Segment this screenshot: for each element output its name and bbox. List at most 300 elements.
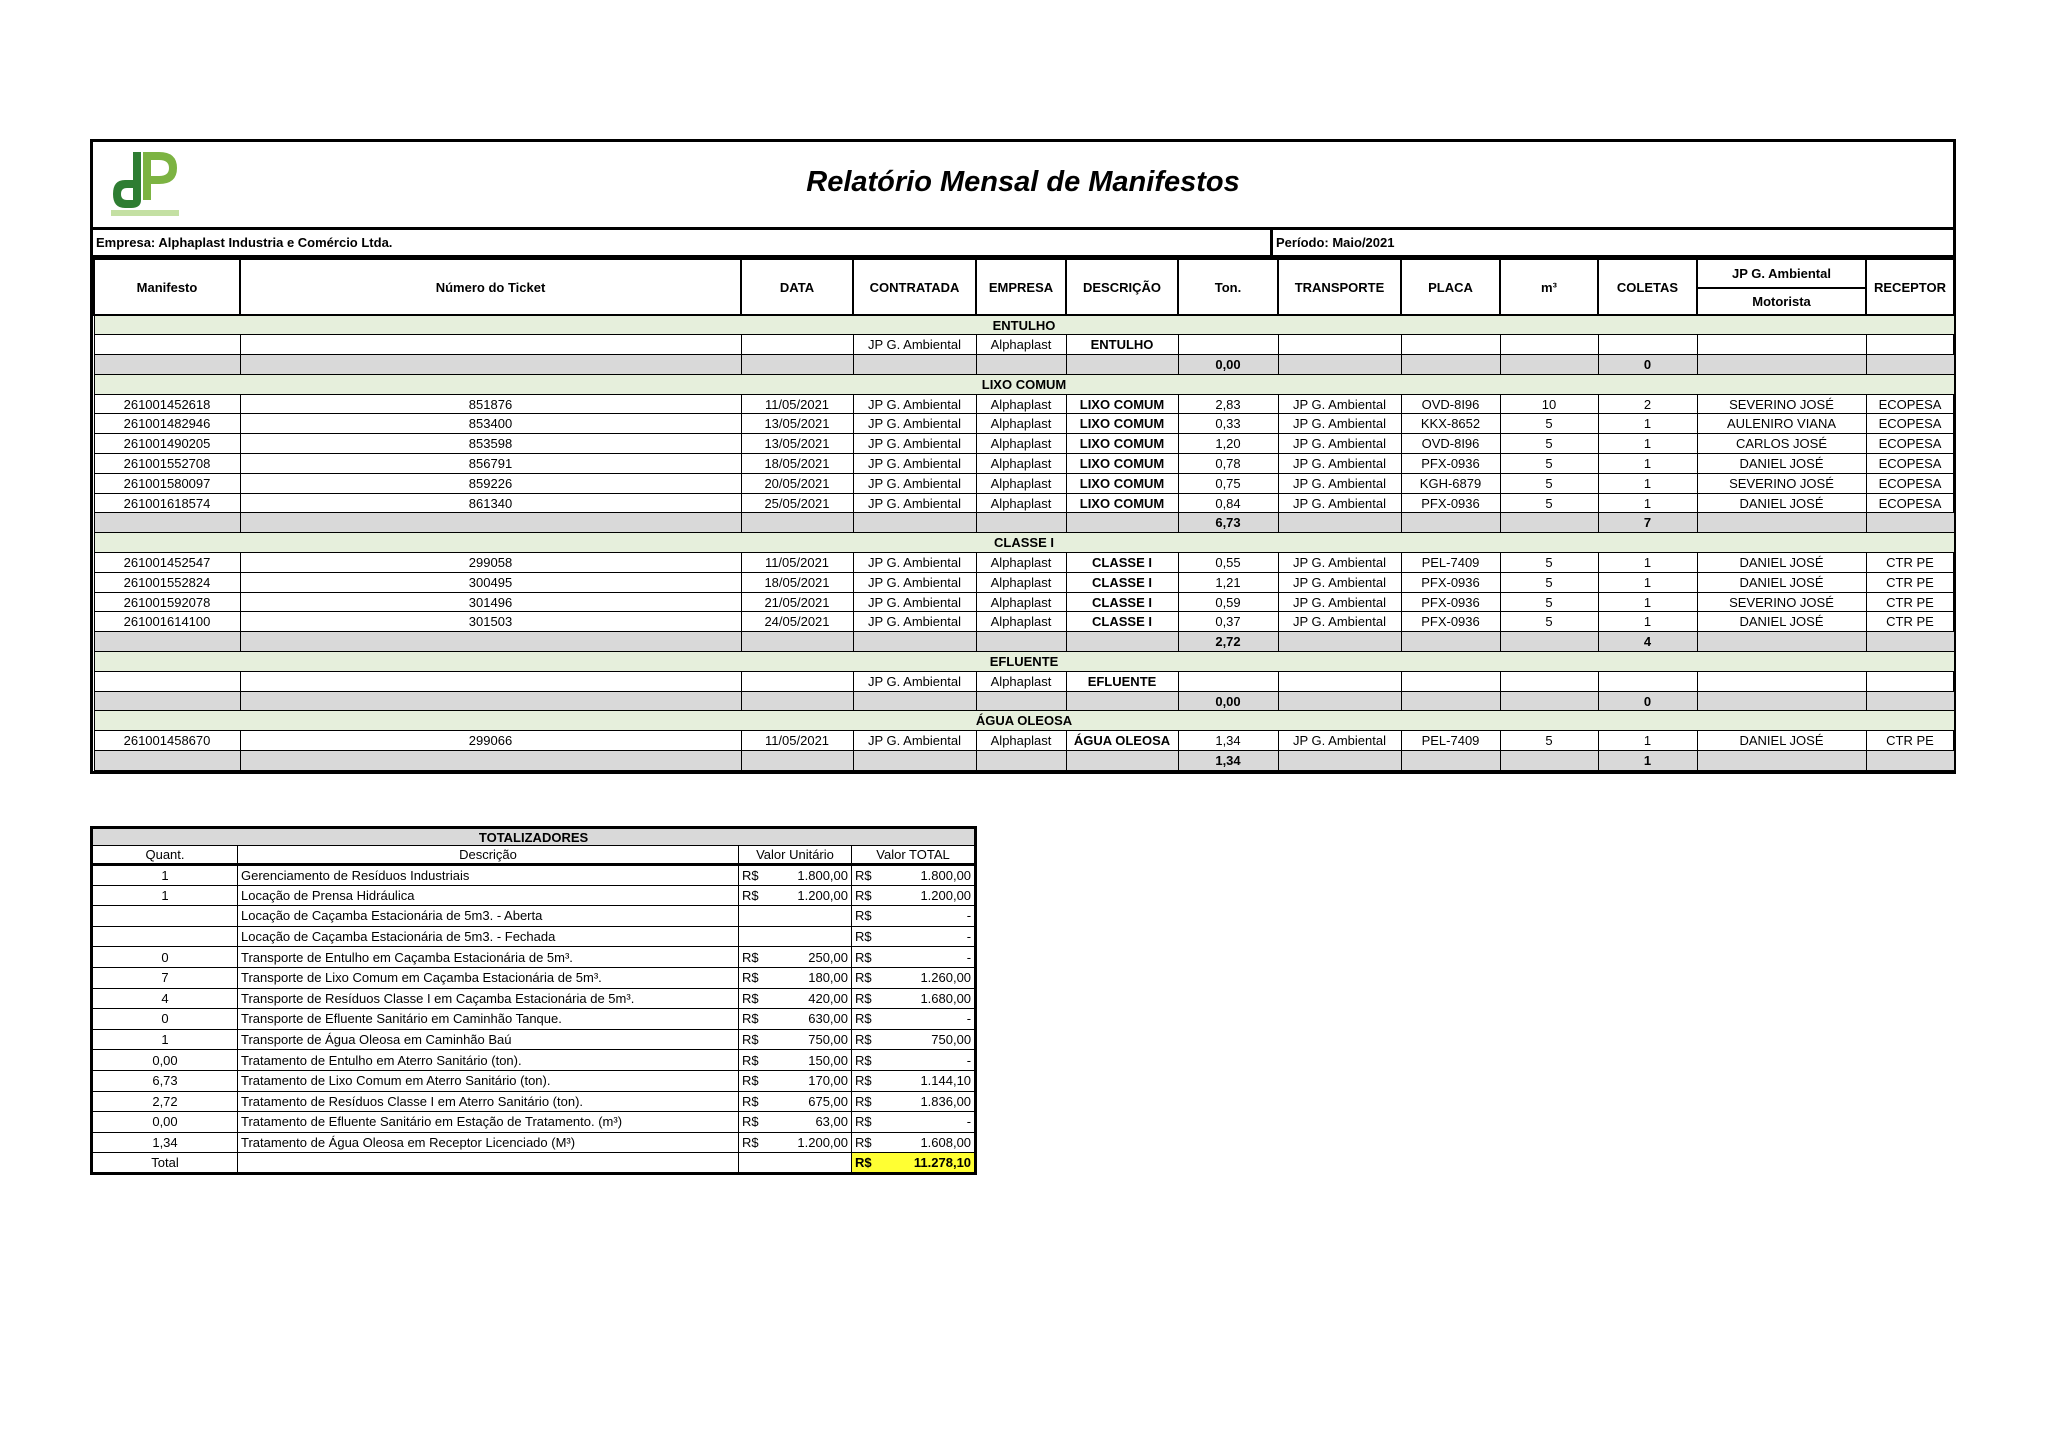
- table-row: [94, 553, 1954, 573]
- cell-ticket: 300495: [240, 572, 741, 592]
- totals-descricao: Transporte de Entulho em Caçamba Estacionária de 5m³.: [238, 947, 739, 968]
- totals-total: [852, 947, 976, 968]
- cell-empresa: Alphaplast: [976, 335, 1066, 355]
- totals-descricao: Transporte de Água Oleosa em Caminhão Baú: [238, 1029, 739, 1050]
- currency-symbol: R$: [742, 867, 759, 883]
- totals-descricao: Tratamento de Água Oleosa em Receptor Licenciado (M³): [238, 1132, 739, 1153]
- cell-motorista: AULENIRO VIANA: [1697, 414, 1866, 434]
- currency-symbol: R$: [742, 887, 759, 903]
- cell-data: 11/05/2021: [741, 553, 853, 573]
- totals-total: [852, 926, 976, 947]
- totals-total: [852, 885, 976, 906]
- cell-empresa: Alphaplast: [976, 572, 1066, 592]
- table-row: [94, 434, 1954, 454]
- cell-data: 21/05/2021: [741, 592, 853, 612]
- cell-transporte: JP G. Ambiental: [1278, 394, 1401, 414]
- totals-total: [852, 1009, 976, 1030]
- amount: 11.278,10: [913, 1155, 972, 1171]
- subtotal-coletas: 0: [1598, 355, 1697, 375]
- cell-descricao: LIXO COMUM: [1066, 394, 1178, 414]
- col-contratada: CONTRATADA: [853, 259, 976, 315]
- cell-contratada: JP G. Ambiental: [853, 553, 976, 573]
- cell-transporte: JP G. Ambiental: [1278, 434, 1401, 454]
- cell-ton: 1,20: [1178, 434, 1278, 454]
- cell-contratada: JP G. Ambiental: [853, 612, 976, 632]
- currency-symbol: R$: [855, 1135, 872, 1151]
- totals-descricao: Tratamento de Resíduos Classe I em Aterro Sanitário (ton).: [238, 1091, 739, 1112]
- cell-coletas: 2: [1598, 394, 1697, 414]
- cell-transporte: [1278, 671, 1401, 691]
- cell-motorista: CARLOS JOSÉ: [1697, 434, 1866, 454]
- currency-symbol: R$: [742, 949, 759, 965]
- totals-quant: 6,73: [92, 1070, 238, 1091]
- cell-placa: [1401, 335, 1500, 355]
- cell-ticket: 861340: [240, 493, 741, 513]
- amount: 1.800,00: [797, 867, 848, 883]
- totals-row: [92, 988, 976, 1009]
- amount: 1.200,00: [920, 887, 972, 903]
- totals-unit: [739, 1009, 852, 1030]
- totals-unit: [739, 865, 852, 886]
- company-label: Empresa: Alphaplast Industria e Comércio Ltda.: [93, 230, 1273, 255]
- cell-descricao: LIXO COMUM: [1066, 414, 1178, 434]
- cell-data: 11/05/2021: [741, 731, 853, 751]
- cell-receptor: ECOPESA: [1866, 493, 1954, 513]
- totals-unit: [739, 947, 852, 968]
- cell-manifesto: 261001580097: [94, 473, 240, 493]
- cell-motorista: DANIEL JOSÉ: [1697, 553, 1866, 573]
- subtotal-descricao: [1066, 513, 1178, 533]
- totals-row: [92, 885, 976, 906]
- subtotal-contratada: [853, 751, 976, 771]
- currency-symbol: R$: [855, 1155, 872, 1171]
- cell-coletas: 1: [1598, 731, 1697, 751]
- cell-m3: 5: [1500, 572, 1598, 592]
- cell-contratada: JP G. Ambiental: [853, 454, 976, 474]
- table-row: [94, 414, 1954, 434]
- cell-placa: PEL-7409: [1401, 731, 1500, 751]
- cell-ton: [1178, 335, 1278, 355]
- currency-symbol: R$: [742, 1093, 759, 1109]
- amount: -: [966, 908, 972, 924]
- cell-coletas: 1: [1598, 592, 1697, 612]
- subtotal-contratada: [853, 513, 976, 533]
- subtotal-placa: [1401, 513, 1500, 533]
- cell-motorista: DANIEL JOSÉ: [1697, 572, 1866, 592]
- cell-receptor: [1866, 335, 1954, 355]
- subtotal-receptor: [1866, 751, 1954, 771]
- currency-symbol: R$: [855, 1052, 872, 1068]
- cell-motorista: [1697, 335, 1866, 355]
- totals-panel: [90, 826, 974, 1175]
- totals-descricao: Transporte de Resíduos Classe I em Caçamba Estacionária de 5m³.: [238, 988, 739, 1009]
- amount: 750,00: [931, 1032, 972, 1048]
- cell-contratada: JP G. Ambiental: [853, 473, 976, 493]
- cell-descricao: ÁGUA OLEOSA: [1066, 731, 1178, 751]
- cell-ton: 0,55: [1178, 553, 1278, 573]
- subtotal-m3: [1500, 513, 1598, 533]
- cell-placa: [1401, 671, 1500, 691]
- cell-placa: KKX-8652: [1401, 414, 1500, 434]
- cell-receptor: [1866, 671, 1954, 691]
- amount: -: [966, 929, 972, 945]
- cell-receptor: ECOPESA: [1866, 473, 1954, 493]
- cell-ticket: 301503: [240, 612, 741, 632]
- subtotal-ton: 1,34: [1178, 751, 1278, 771]
- cell-m3: 10: [1500, 394, 1598, 414]
- subtotal-coletas: 0: [1598, 691, 1697, 711]
- table-row: [94, 731, 1954, 751]
- cell-empresa: Alphaplast: [976, 414, 1066, 434]
- cell-contratada: JP G. Ambiental: [853, 493, 976, 513]
- cell-descricao: LIXO COMUM: [1066, 454, 1178, 474]
- amount: 1.836,00: [920, 1093, 972, 1109]
- amount: -: [966, 1011, 972, 1027]
- cell-receptor: ECOPESA: [1866, 394, 1954, 414]
- totals-unit: [739, 926, 852, 947]
- subtotal-descricao: [1066, 691, 1178, 711]
- cell-manifesto: 261001490205: [94, 434, 240, 454]
- cell-transporte: JP G. Ambiental: [1278, 414, 1401, 434]
- cell-descricao: LIXO COMUM: [1066, 434, 1178, 454]
- currency-symbol: R$: [742, 1011, 759, 1027]
- col-transporte: TRANSPORTE: [1278, 259, 1401, 315]
- totals-unit: [739, 1132, 852, 1153]
- cell-coletas: 1: [1598, 553, 1697, 573]
- cell-data: [741, 335, 853, 355]
- amount: 150,00: [808, 1052, 848, 1068]
- totals-unit: [739, 885, 852, 906]
- totals-total: [852, 865, 976, 886]
- col-ton: Ton.: [1178, 259, 1278, 315]
- cell-ticket: 853400: [240, 414, 741, 434]
- totals-unit: [739, 967, 852, 988]
- totals-unit: [739, 1091, 852, 1112]
- cell-m3: [1500, 335, 1598, 355]
- cell-motorista: DANIEL JOSÉ: [1697, 612, 1866, 632]
- amount: 420,00: [808, 990, 848, 1006]
- subtotal-coletas: 7: [1598, 513, 1697, 533]
- totals-descricao: Locação de Caçamba Estacionária de 5m3. - Aberta: [238, 906, 739, 927]
- cell-contratada: JP G. Ambiental: [853, 572, 976, 592]
- cell-ticket: 853598: [240, 434, 741, 454]
- subtotal-m3: [1500, 355, 1598, 375]
- subtotal-m3: [1500, 632, 1598, 652]
- cell-ton: 0,37: [1178, 612, 1278, 632]
- cell-motorista: DANIEL JOSÉ: [1697, 731, 1866, 751]
- currency-symbol: R$: [855, 908, 872, 924]
- totals-quant: 0,00: [92, 1112, 238, 1133]
- cell-data: 18/05/2021: [741, 454, 853, 474]
- totals-descricao: Tratamento de Entulho em Aterro Sanitário (ton).: [238, 1050, 739, 1071]
- totals-title: TOTALIZADORES: [92, 828, 976, 846]
- amount: 1.800,00: [920, 867, 972, 883]
- amount: 180,00: [808, 970, 848, 986]
- manifest-body: [94, 315, 1954, 770]
- section-header-row: [94, 533, 1954, 553]
- grand-total: [852, 1153, 976, 1174]
- totals-unit: [739, 1029, 852, 1050]
- subtotal-coletas: 1: [1598, 751, 1697, 771]
- cell-coletas: 1: [1598, 414, 1697, 434]
- subtotal-transporte: [1278, 513, 1401, 533]
- cell-contratada: JP G. Ambiental: [853, 434, 976, 454]
- cell-ticket: [240, 671, 741, 691]
- cell-motorista: SEVERINO JOSÉ: [1697, 394, 1866, 414]
- period-label: Período: Maio/2021: [1276, 235, 1395, 250]
- subtotal-receptor: [1866, 355, 1954, 375]
- currency-symbol: R$: [855, 887, 872, 903]
- subtotal-ton: 0,00: [1178, 691, 1278, 711]
- cell-ton: 0,59: [1178, 592, 1278, 612]
- totals-col-total: Valor TOTAL: [852, 846, 976, 865]
- amount: 750,00: [808, 1032, 848, 1048]
- cell-manifesto: 261001618574: [94, 493, 240, 513]
- cell-placa: PFX-0936: [1401, 454, 1500, 474]
- totals-col-quant: Quant.: [92, 846, 238, 865]
- cell-empresa: Alphaplast: [976, 731, 1066, 751]
- cell-manifesto: 261001614100: [94, 612, 240, 632]
- subtotal-manifesto: [94, 513, 240, 533]
- cell-coletas: 1: [1598, 473, 1697, 493]
- totals-total: [852, 1091, 976, 1112]
- cell-transporte: JP G. Ambiental: [1278, 473, 1401, 493]
- cell-transporte: JP G. Ambiental: [1278, 572, 1401, 592]
- cell-descricao: LIXO COMUM: [1066, 473, 1178, 493]
- total-label: Total: [92, 1153, 238, 1174]
- totals-descricao: Transporte de Efluente Sanitário em Caminhão Tanque.: [238, 1009, 739, 1030]
- cell-ticket: [240, 335, 741, 355]
- cell-contratada: JP G. Ambiental: [853, 592, 976, 612]
- cell-contratada: JP G. Ambiental: [853, 335, 976, 355]
- totals-total: [852, 1029, 976, 1050]
- cell-contratada: JP G. Ambiental: [853, 394, 976, 414]
- cell-motorista: DANIEL JOSÉ: [1697, 454, 1866, 474]
- currency-symbol: R$: [855, 1032, 872, 1048]
- totals-quant: 1: [92, 865, 238, 886]
- subtotal-row: [94, 355, 1954, 375]
- subtotal-receptor: [1866, 513, 1954, 533]
- cell-receptor: CTR PE: [1866, 592, 1954, 612]
- amount: 1.608,00: [920, 1135, 972, 1151]
- table-row: [94, 394, 1954, 414]
- cell-empresa: Alphaplast: [976, 671, 1066, 691]
- subtotal-contratada: [853, 632, 976, 652]
- section-title: ÁGUA OLEOSA: [94, 711, 1954, 731]
- totals-row: [92, 865, 976, 886]
- cell-manifesto: 261001452618: [94, 394, 240, 414]
- cell-ton: 0,84: [1178, 493, 1278, 513]
- cell-manifesto: 261001592078: [94, 592, 240, 612]
- cell-receptor: CTR PE: [1866, 612, 1954, 632]
- total-empty-unit: [739, 1153, 852, 1174]
- section-header-row: [94, 711, 1954, 731]
- totals-quant: 4: [92, 988, 238, 1009]
- subtotal-motorista: [1697, 751, 1866, 771]
- subtotal-manifesto: [94, 691, 240, 711]
- amount: 170,00: [808, 1073, 848, 1089]
- cell-descricao: CLASSE I: [1066, 553, 1178, 573]
- col-coletas: COLETAS: [1598, 259, 1697, 315]
- cell-manifesto: 261001452547: [94, 553, 240, 573]
- totals-col-descricao: Descrição: [238, 846, 739, 865]
- cell-descricao: ENTULHO: [1066, 335, 1178, 355]
- cell-placa: KGH-6879: [1401, 473, 1500, 493]
- manifest-report: [90, 139, 1956, 774]
- cell-coletas: 1: [1598, 454, 1697, 474]
- cell-receptor: CTR PE: [1866, 572, 1954, 592]
- cell-receptor: CTR PE: [1866, 731, 1954, 751]
- totals-quant: 0: [92, 947, 238, 968]
- subtotal-empresa: [976, 691, 1066, 711]
- cell-descricao: CLASSE I: [1066, 612, 1178, 632]
- totals-unit: [739, 1112, 852, 1133]
- cell-m3: 5: [1500, 414, 1598, 434]
- col-placa: PLACA: [1401, 259, 1500, 315]
- subtotal-transporte: [1278, 632, 1401, 652]
- totals-total: [852, 988, 976, 1009]
- cell-empresa: Alphaplast: [976, 612, 1066, 632]
- totals-quant: 0,00: [92, 1050, 238, 1071]
- grand-total-row: [92, 1153, 976, 1174]
- totals-quant: 2,72: [92, 1091, 238, 1112]
- subtotal-ticket: [240, 751, 741, 771]
- currency-symbol: R$: [742, 1114, 759, 1130]
- subtotal-ticket: [240, 691, 741, 711]
- cell-placa: PFX-0936: [1401, 572, 1500, 592]
- subtotal-placa: [1401, 691, 1500, 711]
- subtotal-contratada: [853, 691, 976, 711]
- report-info-row: [93, 230, 1953, 258]
- section-title: CLASSE I: [94, 533, 1954, 553]
- report-title: Relatório Mensal de Manifestos: [806, 166, 1240, 198]
- subtotal-ticket: [240, 632, 741, 652]
- amount: 630,00: [808, 1011, 848, 1027]
- totals-row: [92, 1132, 976, 1153]
- cell-motorista: DANIEL JOSÉ: [1697, 493, 1866, 513]
- currency-symbol: R$: [742, 1052, 759, 1068]
- cell-m3: 5: [1500, 493, 1598, 513]
- subtotal-data: [741, 691, 853, 711]
- cell-placa: PFX-0936: [1401, 612, 1500, 632]
- cell-data: 13/05/2021: [741, 434, 853, 454]
- subtotal-manifesto: [94, 632, 240, 652]
- totals-row: [92, 1070, 976, 1091]
- currency-symbol: R$: [742, 1032, 759, 1048]
- cell-m3: 5: [1500, 731, 1598, 751]
- subtotal-transporte: [1278, 691, 1401, 711]
- cell-contratada: JP G. Ambiental: [853, 731, 976, 751]
- cell-empresa: Alphaplast: [976, 493, 1066, 513]
- table-row: [94, 592, 1954, 612]
- cell-data: 24/05/2021: [741, 612, 853, 632]
- total-empty: [238, 1153, 739, 1174]
- totals-unit: [739, 1070, 852, 1091]
- cell-manifesto: 261001552824: [94, 572, 240, 592]
- amount: -: [966, 1052, 972, 1068]
- cell-ticket: 299066: [240, 731, 741, 751]
- cell-manifesto: [94, 335, 240, 355]
- cell-ticket: 856791: [240, 454, 741, 474]
- section-title: EFLUENTE: [94, 652, 1954, 672]
- subtotal-empresa: [976, 355, 1066, 375]
- currency-symbol: R$: [855, 1011, 872, 1027]
- totals-row: [92, 926, 976, 947]
- cell-m3: 5: [1500, 612, 1598, 632]
- totals-row: [92, 947, 976, 968]
- cell-empresa: Alphaplast: [976, 454, 1066, 474]
- subtotal-motorista: [1697, 632, 1866, 652]
- totals-total: [852, 1132, 976, 1153]
- cell-manifesto: 261001458670: [94, 731, 240, 751]
- col-empresa: EMPRESA: [976, 259, 1066, 315]
- cell-coletas: [1598, 335, 1697, 355]
- subtotal-data: [741, 751, 853, 771]
- cell-coletas: 1: [1598, 434, 1697, 454]
- section-title: LIXO COMUM: [94, 374, 1954, 394]
- cell-descricao: EFLUENTE: [1066, 671, 1178, 691]
- cell-coletas: [1598, 671, 1697, 691]
- cell-data: 25/05/2021: [741, 493, 853, 513]
- subtotal-transporte: [1278, 751, 1401, 771]
- subtotal-ton: 0,00: [1178, 355, 1278, 375]
- cell-transporte: [1278, 335, 1401, 355]
- totals-quant: 0: [92, 1009, 238, 1030]
- totals-total: [852, 1070, 976, 1091]
- cell-motorista: SEVERINO JOSÉ: [1697, 473, 1866, 493]
- section-header-row: [94, 315, 1954, 335]
- cell-manifesto: [94, 671, 240, 691]
- cell-empresa: Alphaplast: [976, 592, 1066, 612]
- subtotal-descricao: [1066, 751, 1178, 771]
- subtotal-ton: 6,73: [1178, 513, 1278, 533]
- cell-data: 13/05/2021: [741, 414, 853, 434]
- cell-transporte: JP G. Ambiental: [1278, 493, 1401, 513]
- subtotal-data: [741, 513, 853, 533]
- totals-row: [92, 1050, 976, 1071]
- totals-row: [92, 906, 976, 927]
- subtotal-placa: [1401, 751, 1500, 771]
- subtotal-descricao: [1066, 632, 1178, 652]
- currency-symbol: R$: [855, 929, 872, 945]
- amount: 250,00: [808, 949, 848, 965]
- totals-total: [852, 967, 976, 988]
- table-row: [94, 335, 1954, 355]
- cell-ticket: 299058: [240, 553, 741, 573]
- cell-m3: 5: [1500, 434, 1598, 454]
- cell-transporte: JP G. Ambiental: [1278, 553, 1401, 573]
- totals-row: [92, 967, 976, 988]
- cell-m3: [1500, 671, 1598, 691]
- totals-row: [92, 1009, 976, 1030]
- table-row: [94, 572, 1954, 592]
- cell-empresa: Alphaplast: [976, 553, 1066, 573]
- cell-ton: 0,75: [1178, 473, 1278, 493]
- table-row: [94, 493, 1954, 513]
- col-motorista: Motorista: [1697, 288, 1866, 315]
- cell-m3: 5: [1500, 592, 1598, 612]
- totals-unit: [739, 1050, 852, 1071]
- subtotal-ticket: [240, 513, 741, 533]
- amount: 1.260,00: [920, 970, 972, 986]
- amount: 675,00: [808, 1093, 848, 1109]
- cell-placa: PFX-0936: [1401, 493, 1500, 513]
- section-header-row: [94, 374, 1954, 394]
- subtotal-empresa: [976, 751, 1066, 771]
- totals-quant: [92, 926, 238, 947]
- currency-symbol: R$: [855, 1114, 872, 1130]
- subtotal-placa: [1401, 632, 1500, 652]
